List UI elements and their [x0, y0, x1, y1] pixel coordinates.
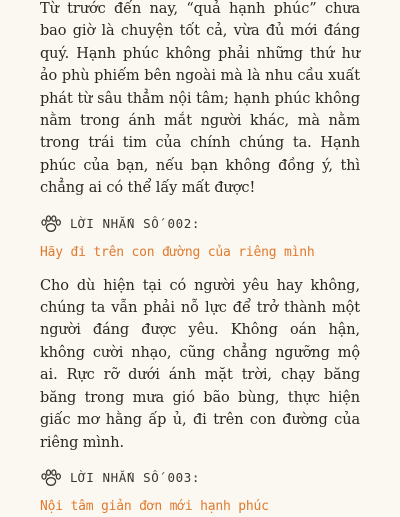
message-heading-003 [40, 467, 360, 489]
text-line: Từ trước đến nay, “quả hạnh phúc” chưa bao giờ là [40, 1, 360, 40]
book-page [40, 0, 361, 514]
text-line: Cho dù hiện tại có người yêu hay không, chúng ta vẫn [40, 277, 360, 317]
text-line: cầu xuất phát từ sâu thẳm nội tâm; hạnh phúc không [40, 68, 361, 107]
text-line: đồng ý, thì chẳng ai có thể lấy mất được! [40, 157, 360, 197]
text-line: chuyện tốt cả, vừa đủ mới đáng quý. Hạnh phúc không [40, 23, 360, 62]
paragraph-own-path [40, 275, 360, 454]
text-line: mưa gió bão bùng, thực hiện giấc mơ hằng ấp ủ, đi [40, 389, 360, 429]
message-title-003: Nội tâm giản đơn mới hạnh phúc [40, 498, 269, 514]
message-label: LỜI NHẮN SỐ 003: [70, 470, 201, 486]
text-line: phải nỗ lực để trở thành một người đáng được yêu. [40, 300, 361, 339]
text-line: trên con đường của riêng mình. [40, 412, 360, 451]
paw-print-icon [40, 469, 62, 487]
paragraph-happiness [40, 0, 360, 200]
text-line: nằm trong ánh mắt người khác, mà nằm trong trái tim [40, 113, 360, 152]
text-line: mộ ai. Rực rỡ dưới ánh mặt trời, chạy băng băng trong [40, 344, 360, 406]
message-heading-002 [40, 213, 360, 235]
text-line: của chính chúng ta. Hạnh phúc của bạn, nếu bạn không [40, 135, 361, 174]
message-label: LỜI NHẮN SỐ 002: [70, 216, 201, 232]
text-line: phải những thứ hư ảo phù phiếm bên ngoài mà là nhu [40, 45, 360, 85]
paw-print-icon [40, 215, 62, 233]
message-title-002: Hãy đi trên con đường của riêng mình [40, 244, 315, 260]
text-line: Không oán hận, không cười nhạo, cũng chẳng ngưỡng [40, 322, 360, 361]
